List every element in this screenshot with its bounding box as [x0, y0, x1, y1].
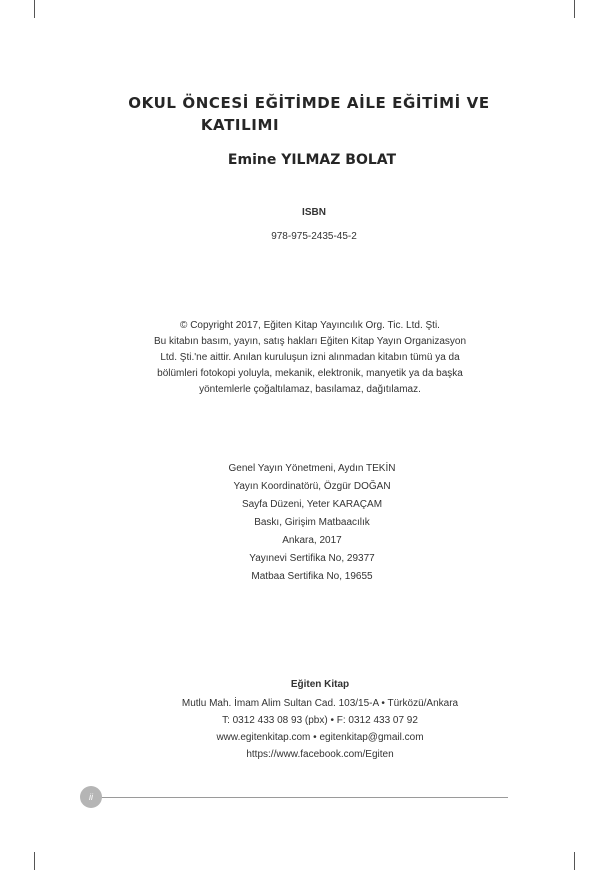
publisher-web-email: www.egitenkitap.com • egitenkitap@gmail.com: [216, 732, 424, 743]
credit-coordinator: Yayın Koordinatörü, Özgür DOĞAN: [233, 481, 391, 492]
credit-place-year: Ankara, 2017: [282, 535, 342, 546]
credit-publisher-certificate: Yayınevi Sertifika No, 29377: [249, 553, 375, 564]
page-number: ii: [80, 786, 102, 808]
publisher-info: [0, 676, 600, 763]
book-title-line2: KATILIMI: [200, 116, 280, 134]
publisher-address: Mutlu Mah. İmam Alim Sultan Cad. 103/15-A • Türközü/Ankara: [181, 698, 459, 709]
book-title-line1: OKUL ÖNCESİ EĞİTİMDE AİLE EĞİTİMİ VE: [128, 94, 490, 112]
copyright-notice: [150, 318, 470, 398]
credit-layout: Sayfa Düzeni, Yeter KARAÇAM: [241, 499, 383, 510]
publisher-name: Eğiten Kitap: [290, 679, 350, 690]
copyright-line: © Copyright 2017, Eğiten Kitap Yayıncılık Org. Tic. Ltd. Şti.: [180, 320, 440, 331]
crop-mark-top-right: [574, 0, 575, 18]
book-author: Emine YILMAZ BOLAT: [227, 152, 397, 168]
publisher-phone: T: 0312 433 08 93 (pbx) • F: 0312 433 07 92: [222, 715, 418, 726]
crop-mark-bottom-right: [574, 852, 575, 870]
crop-mark-bottom-left: [34, 852, 35, 870]
isbn-value: 978-975-2435-45-2: [271, 231, 357, 242]
credit-printer-certificate: Matbaa Sertifika No, 19655: [251, 571, 373, 582]
book-title: [0, 92, 600, 136]
crop-mark-top-left: [34, 0, 35, 18]
footer-divider: [96, 797, 508, 798]
credit-general-editor: Genel Yayın Yönetmeni, Aydın TEKİN: [228, 463, 396, 474]
credits-list: [0, 460, 600, 586]
credit-printing: Baskı, Girişim Matbaacılık: [254, 517, 370, 528]
publisher-facebook: https://www.facebook.com/Egiten: [246, 749, 394, 760]
copyright-body: Bu kitabın basım, yayın, satış hakları Eğiten Kitap Yayın Organizasyon Ltd. Şti.'ne aittir. Anılan kuruluşun izni alınmadan kitabın tümü ya da bölümleri fotokopi yoluyla, mekanik, elektronik, manyetik ya da başka yöntemlerle çoğaltılamaz, basılamaz, dağıtılamaz.: [153, 336, 467, 395]
isbn-label: ISBN: [302, 207, 326, 218]
